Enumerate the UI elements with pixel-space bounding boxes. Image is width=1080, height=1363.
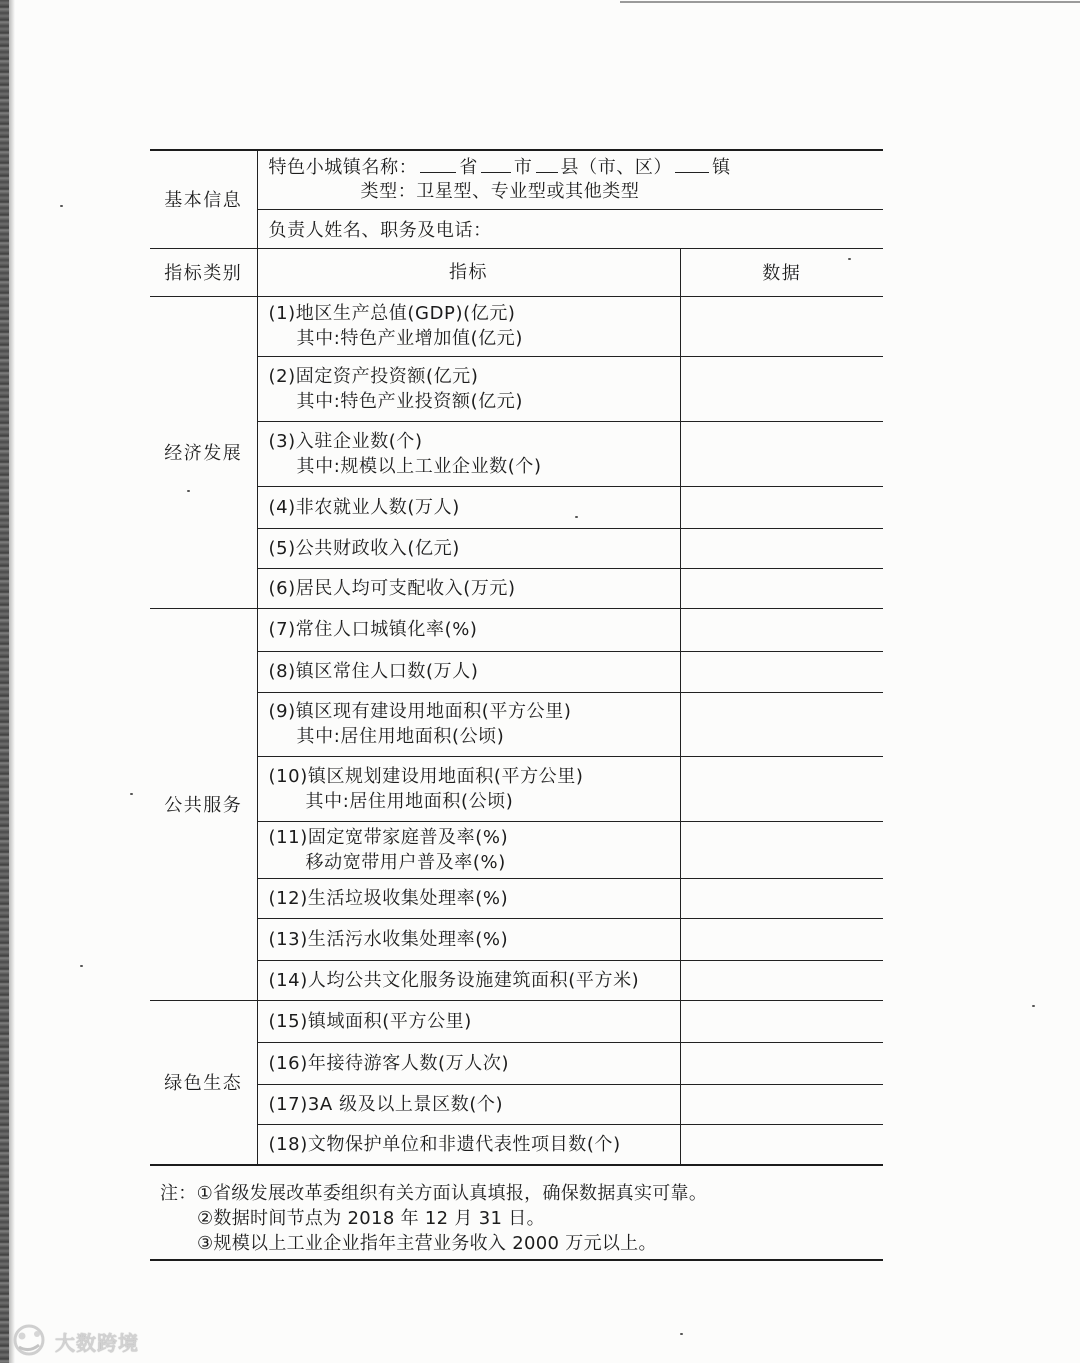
notes-prefix: 注： (160, 1183, 197, 1204)
data-cell (680, 356, 883, 421)
indicator-main: (10)镇区规划建设用地面积(平方公里) (268, 765, 584, 787)
city-blank (481, 158, 511, 173)
header-data: 数据 (680, 248, 883, 296)
note-item (160, 1206, 707, 1231)
indicator-cell (257, 1042, 680, 1084)
data-cell (680, 918, 883, 960)
indicator-cell (257, 960, 680, 1000)
province-label: 省 (459, 156, 478, 178)
town-blank (675, 158, 709, 173)
indicator-main: (5)公共财政收入(亿元) (268, 537, 460, 559)
data-cell (680, 756, 883, 821)
indicator-cell (257, 421, 680, 486)
indicator-cell (257, 692, 680, 756)
indicator-main: (4)非农就业人数(万人) (268, 496, 460, 518)
indicator-cell (257, 486, 680, 528)
scan-speck (1032, 1005, 1035, 1007)
indicator-sub: 其中:居住用地面积(公顷) (296, 726, 505, 747)
indicator-cell (257, 1124, 680, 1165)
indicator-cell (257, 568, 680, 608)
indicator-main: (18)文物保护单位和非遗代表性项目数(个) (268, 1133, 621, 1155)
watermark-logo-icon (10, 1323, 48, 1357)
city-label: 市 (513, 156, 533, 178)
data-cell (680, 568, 883, 608)
bottom-rule (150, 1259, 883, 1261)
indicator-cell (257, 821, 680, 878)
province-blank (420, 158, 456, 173)
indicator-main: (11)固定宽带家庭普及率(%) (268, 826, 509, 848)
indicator-main: (6)居民人均可支配收入(万元) (268, 577, 516, 599)
indicator-table (150, 149, 883, 1166)
indicator-main: (8)镇区常住人口数(万人) (268, 661, 479, 682)
indicator-sub: 其中:居住用地面积(公顷) (305, 790, 514, 812)
header-category: 指标类别 (150, 248, 257, 296)
indicator-main: (17)3A 级及以上景区数(个) (268, 1093, 504, 1115)
note-item (160, 1181, 707, 1206)
category-green-ecology: 绿色生态 (150, 1000, 257, 1165)
indicator-cell (257, 1000, 680, 1042)
indicator-main: (14)人均公共文化服务设施建筑面积(平方米) (268, 969, 640, 991)
indicator-sub: 移动宽带用户普及率(%) (305, 851, 506, 873)
indicator-main: (12)生活垃圾收集处理率(%) (268, 887, 509, 909)
data-cell (680, 486, 883, 528)
scan-speck (60, 205, 63, 207)
contact-label: 负责人姓名、职务及电话： (257, 209, 883, 248)
indicator-main: (2)固定资产投资额(亿元) (268, 365, 479, 387)
data-cell (680, 1000, 883, 1042)
indicator-main: (1)地区生产总值(GDP)(亿元) (268, 303, 516, 324)
notes (160, 1181, 707, 1256)
note-text: ①省级发展改革委组织有关方面认真填报，确保数据真实可靠。 (196, 1183, 708, 1204)
indicator-sub: 其中:特色产业增加值(亿元) (296, 328, 524, 349)
indicator-main: (9)镇区现有建设用地面积(平方公里) (268, 701, 572, 722)
indicator-cell (257, 651, 680, 692)
town-type-line: 类型：卫星型、专业型或其他类型 (360, 180, 640, 202)
indicator-sub: 其中:特色产业投资额(亿元) (296, 390, 524, 412)
indicator-main: (3)入驻企业数(个) (268, 430, 423, 452)
county-blank (536, 158, 558, 173)
scan-speck (680, 1333, 683, 1335)
data-cell (680, 821, 883, 878)
indicator-cell (257, 296, 680, 356)
data-cell (680, 421, 883, 486)
scan-speck (130, 793, 133, 795)
indicator-cell (257, 528, 680, 568)
indicator-cell (257, 608, 680, 651)
town-info-cell (257, 150, 883, 209)
scan-top-line (620, 1, 1080, 3)
scan-speck (80, 965, 83, 967)
indicator-cell (257, 878, 680, 918)
category-public-service: 公共服务 (150, 608, 257, 1000)
town-label: 镇 (712, 156, 731, 178)
note-text: ③规模以上工业企业指年主营业务收入 2000 万元以上。 (197, 1233, 657, 1254)
data-cell (680, 878, 883, 918)
indicator-cell (257, 918, 680, 960)
indicator-main: (15)镇域面积(平方公里) (268, 1010, 472, 1032)
watermark-text: 大数跨境 (55, 1331, 139, 1355)
data-cell (680, 296, 883, 356)
indicator-cell (257, 756, 680, 821)
category-basic-info: 基本信息 (150, 150, 257, 248)
header-indicator: 指标 (257, 248, 680, 296)
indicator-main: (16)年接待游客人数(万人次) (268, 1052, 510, 1074)
note-item (160, 1231, 707, 1256)
data-cell (680, 1084, 883, 1124)
data-cell (680, 1042, 883, 1084)
scan-edge-shadow (9, 0, 15, 1363)
indicator-main: (13)生活污水收集处理率(%) (268, 928, 509, 950)
data-cell (680, 608, 883, 651)
data-cell (680, 528, 883, 568)
indicator-cell (257, 356, 680, 421)
category-economic: 经济发展 (150, 296, 257, 608)
note-text: ②数据时间节点为 2018 年 12 月 31 日。 (197, 1208, 545, 1229)
indicator-sub: 其中:规模以上工业企业数(个) (296, 455, 542, 477)
data-cell (680, 651, 883, 692)
data-cell (680, 1124, 883, 1165)
indicator-cell (257, 1084, 680, 1124)
scan-edge (0, 0, 9, 1363)
town-name-line (269, 156, 884, 180)
town-name-label: 特色小城镇名称： (268, 156, 418, 178)
data-cell (680, 692, 883, 756)
county-label: 县（市、区） (560, 156, 673, 178)
data-cell (680, 960, 883, 1000)
indicator-main: (7)常住人口城镇化率(%) (268, 619, 478, 640)
